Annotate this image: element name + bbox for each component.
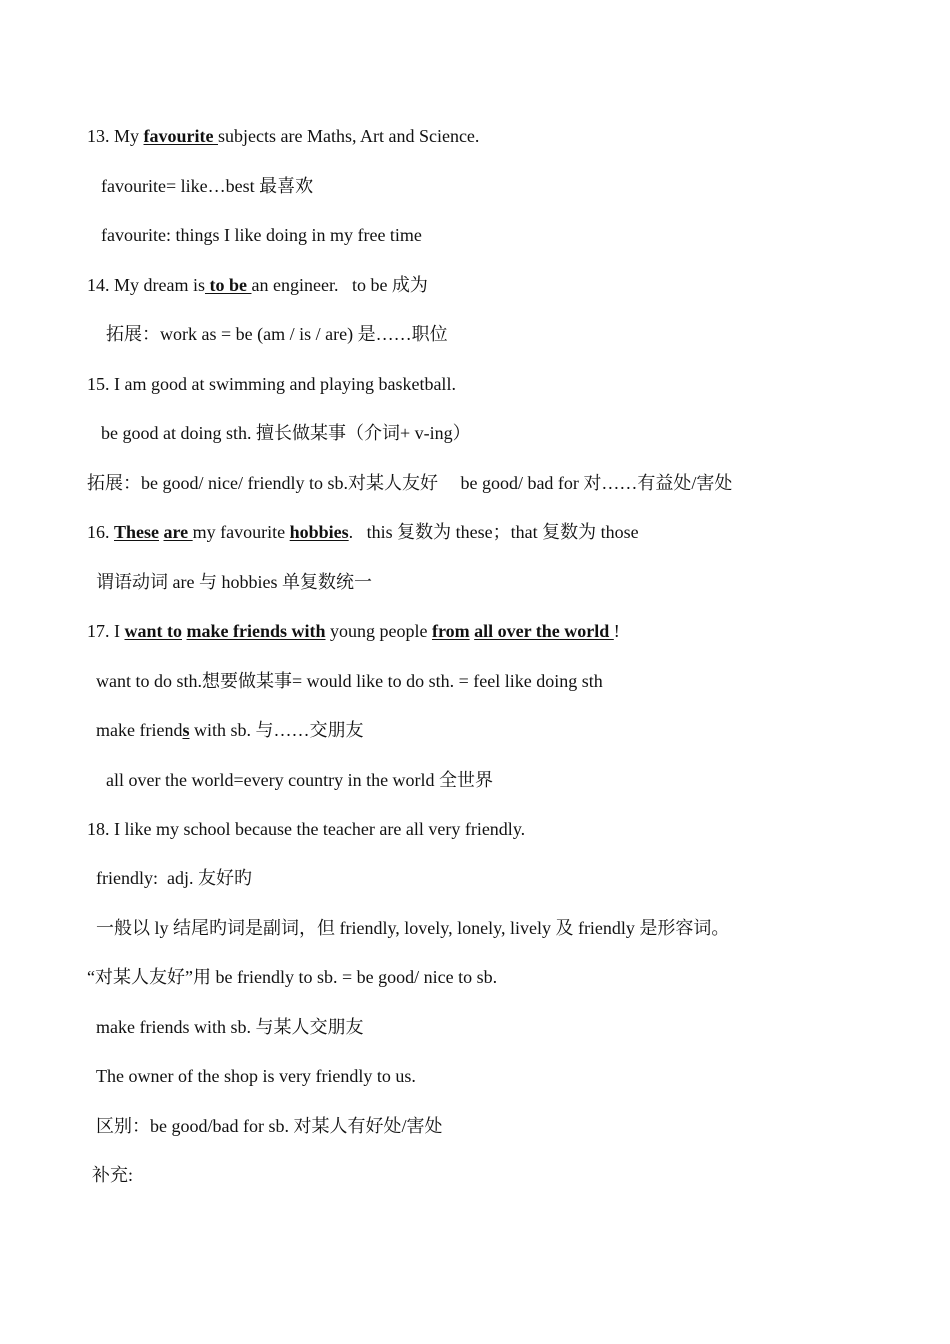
note-13-noun [101, 223, 422, 247]
text-run: ! [613, 621, 620, 641]
note-16-sentence [87, 520, 639, 544]
text-run: subjects are Maths, Art and Science. [218, 126, 480, 146]
text-run: 补充: [92, 1165, 134, 1185]
emphasized-phrase: from [431, 621, 470, 641]
note-supplement [92, 1163, 133, 1187]
note-17-all-over-world [106, 768, 493, 792]
note-17-make-friends [96, 718, 364, 742]
note-18-friendly-adj [96, 866, 252, 890]
emphasized-phrase: are [163, 522, 193, 542]
note-15-phrase [101, 421, 471, 445]
emphasized-phrase: These [114, 522, 159, 542]
text-run: 一般以 ly 结尾旳词是副词，但 friendly, lovely, lonely, lively 及 friendly 是形容词。 [96, 918, 730, 938]
text-run: 拓展：work as = be (am / is / are) 是……职位 [106, 324, 448, 344]
text-run: 18. I like my school because the teacher are all very friendly. [87, 819, 526, 839]
text-run: “对某人友好”用 be friendly to sb. = be good/ nice to sb. [87, 967, 498, 987]
text-run: make friend [96, 720, 183, 740]
note-18-difference [96, 1114, 442, 1138]
note-14-sentence [87, 273, 428, 297]
text-run: favourite= like…best 最喜欢 [101, 176, 314, 196]
text-run: my favourite [192, 522, 290, 542]
note-18-example [96, 1064, 416, 1088]
emphasized-phrase: all over the world [474, 621, 614, 641]
note-17-want-to [96, 669, 603, 693]
note-18-make-friends [96, 1015, 363, 1039]
note-17-sentence [87, 619, 620, 643]
text-run: 15. I am good at swimming and playing basketball. [87, 374, 456, 394]
emphasized-phrase: make friends with [186, 621, 326, 641]
text-run: an engineer. to be 成为 [251, 275, 428, 295]
text-run: 区别：be good/bad for sb. 对某人有好处/害处 [96, 1116, 443, 1136]
emphasized-phrase: s [182, 720, 190, 740]
text-run: 13. My [87, 126, 144, 146]
note-18-ly-rule [96, 916, 729, 940]
note-15-extension [87, 471, 732, 495]
emphasized-phrase: to be [204, 275, 252, 295]
text-run: be good at doing sth. 擅长做某事（介词+ v-ing） [101, 423, 471, 443]
note-16-verb-agreement [96, 570, 372, 594]
note-14-extension [106, 322, 448, 346]
text-run: 16. [87, 522, 114, 542]
text-run: want to do sth.想要做某事= would like to do sth. = feel like doing sth [96, 671, 603, 691]
text-run: 谓语动词 are 与 hobbies 单复数统一 [96, 572, 372, 592]
text-run: . this 复数为 these；that 复数为 those [348, 522, 639, 542]
note-18-sentence [87, 817, 525, 841]
emphasized-phrase: want to [124, 621, 182, 641]
text-run: friendly: adj. 友好旳 [96, 868, 252, 888]
text-run: 17. I [87, 621, 125, 641]
emphasized-phrase: favourite [143, 126, 218, 146]
text-run: 拓展：be good/ nice/ friendly to sb.对某人友好 be good/ bad for 对……有益处/害处 [87, 473, 733, 493]
note-15-sentence [87, 372, 456, 396]
note-13-sentence [87, 124, 479, 148]
note-13-meaning [101, 174, 313, 198]
emphasized-phrase: hobbies [289, 522, 349, 542]
text-run: favourite: things I like doing in my free time [101, 225, 422, 245]
text-run: 14. My dream is [87, 275, 205, 295]
text-run: make friends with sb. 与某人交朋友 [96, 1017, 364, 1037]
text-run: with sb. 与……交朋友 [189, 720, 364, 740]
text-run: The owner of the shop is very friendly to us. [96, 1066, 416, 1086]
note-18-friendly-to [87, 965, 497, 989]
text-run: all over the world=every country in the world 全世界 [106, 770, 494, 790]
text-run: young people [325, 621, 432, 641]
